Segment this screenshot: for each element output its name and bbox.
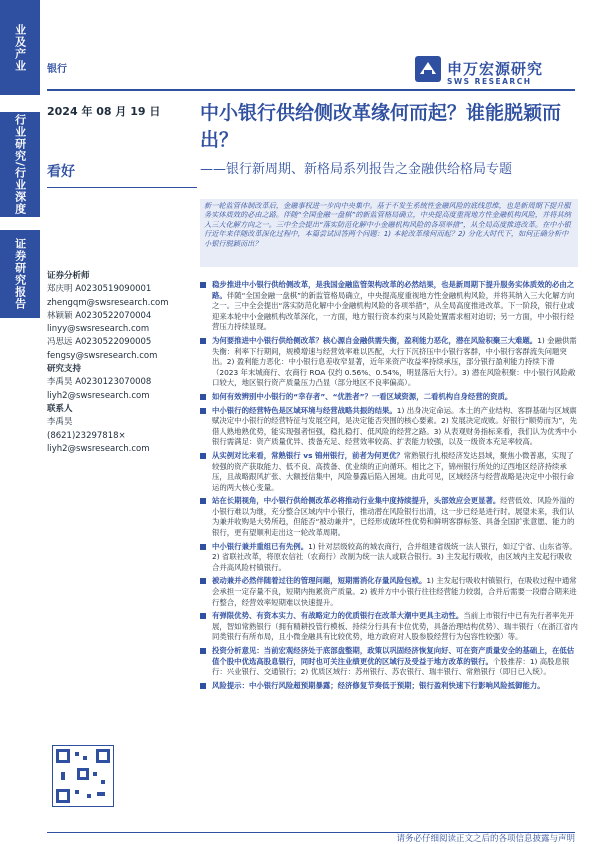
bullet-icon [200,544,206,550]
contact-line[interactable]: linyy@swsresearch.com [47,324,150,335]
contact-line: 郑庆明 A0230519090001 [47,284,152,295]
contact-line[interactable]: liyh2@swsresearch.com [47,390,150,401]
report-body [200,280,578,694]
contact-line[interactable]: fengsy@swsresearch.com [47,350,158,361]
bullet-icon [200,408,206,414]
summary-text: 新一轮监管体制改革后，金融事权进一步向中央集中。基于不发生系统性金融风险的底线思维，也是新周期下提升服务实体质效的必由之路。伴随“全国金融一盘棋”的新监管格局确立，中央提高度重视地方性金融机构风险，并将其纳入三大化解方向之一。三中全会提出“落实防范化解中小金融机构风险的各项举措”，从全局高度推进改革。在中小银行近年来伴随改革深化过程中，本篇尝试回答两个问题：1) 本轮改革缘何而起？2) 分化大时代下，如何正确分析中小银行脱颖而出？ [204,201,571,248]
sidebar-tag-research-type: 行业研究/行业深度 [0,112,40,217]
bullet-icon [200,648,206,654]
body-paragraph: 为何要推进中小银行供给侧改革？核心源自金融供需失衡，盈利能力恶化，潜在风险积聚三大难题。1) 金融供需失衡：利率下行期间，规模增速与经营效率难以匹配，大行下沉挤压中小银行客群，中小银行客群流失问题突出。2) 盈利能力恶化：中小银行息差收窄显著，近年来资产收益率持续承压，部分银行盈利能力持续下滑（2023 年末城商行、农商行 ROA 仅约 0.56%、0.54%，明显落后大行）。3) 潜在风险积聚：中小银行风险敞口较大，地区银行资产质量压力凸显（部分地区不良率偏高）。 [200,336,578,389]
contact-line: 林颖颖 A0230522070004 [47,310,152,321]
body-paragraph: 被动兼并必然伴随着过往的管理问题，短期需消化存量风险包袱。1) 主发起行吸收村镇银行，在吸收过程中通常会承担一定存量不良，短期内拖累资产质量。2) 被并方中小银行往往经营能力较弱，合并后需要一段磨合期来进行整合，经营效率短期难以快速提升。 [200,576,578,608]
body-paragraph: 稳步推进中小银行供给侧改革，是我国金融监管架构改革的必然结果，也是新周期下提升服务实体质效的必由之路。伴随“全国金融一盘棋”的新监管格局确立，中央提高度重视地方性金融机构风险，并将其纳入三大化解方向之一。三中全会提出“落实防范化解中小金融机构风险的各项举措”，从全局高度推进改革。下一阶段，银行业或迎来本轮中小金融机构改革深化，一方面，地方银行资本约束与风险处置需求相对迫切；另一方面，中小银行经营压力持续显现。 [200,280,578,333]
brand-name-cn: 申万宏源研究 [447,60,544,78]
contacts-panel [47,270,192,456]
body-paragraph: 中小银行的经营特色是区域环境与经营战略共振的结果。1) 出身决定命运。本土的产业结构、客群基础与区域禀赋决定中小银行的经营特征与发展空间，是决定能否突围的核心要素。2) 发展决定成败。好银行“顺势而为”，先借人熟地熟优势，能实现强者恒强，稳扎稳打、低风险的经营之路。3) 从表观财务指标来看，我们认为优秀中小银行需满足：资产质量优异、拨备充足、经营效率较高、扩表能力较强，以及一级资本充足率较高。 [200,406,578,448]
bullet-icon [200,282,206,288]
brand-logo-icon [415,56,441,82]
contact-line[interactable]: liyh2@swsresearch.com [47,443,150,454]
bullet-icon [200,613,206,619]
contact-line[interactable]: zhengqm@swsresearch.com [47,297,169,308]
report-date: 2024 年 08 月 19 日 [47,105,161,118]
header-rule [47,89,575,91]
body-paragraph: 有弹限优势、有资本实力、有战略定力的优质银行在改革大潮中更具主动性。当前上市银行中已有先行者率先开展，智如常熟银行（拥有精耕投管行模板、持续分行具有卡位优势，具备治理结构优势）、瑞丰银行（在浙江省内同类银行有所布局，且小微金融具有比较优势，地方政府对人股参股经营行为包容性较强）等。 [200,611,578,643]
body-paragraph: 从实例对比来看，常熟银行 vs 锦州银行，前者为何更优？常熟银行扎根经济发达县域，聚焦小微普惠，实现了较强的资产获取能力、低不良、高拨备、优业绩的正向循环。相比之下，锦州银行所处的辽西地区经济持续承压，且战略跟风扩张、大额授信集中，风险暴露后陷入困境。由此可见，区域经济与经营战略是决定中小银行命运的两大核心变量。 [200,451,578,493]
bullet-icon [200,453,206,459]
brand-logo [415,54,575,92]
support-heading: 研究支持 [47,364,82,375]
body-paragraph: 如何有效辨别中小银行的“幸存者”、“优胜者”？一看区域资源，二看机构自身经营的资质。 [200,392,578,403]
summary-box [200,199,578,267]
contact-heading: 联系人 [47,403,73,414]
sidebar-tag-report: 证券研究报告 [0,230,40,318]
analyst-heading: 证券分析师 [47,271,90,281]
bullet-icon [200,338,206,344]
contact-line: (8621)23297818× [47,430,126,441]
sidebar-tag-industry: 业及产业 [0,0,40,95]
report-subtitle: ——银行新周期、新格局系列报告之金融供给格局专题 [200,162,513,177]
body-paragraph: 站在长期视角，中小银行供给侧改革必将推动行业集中度持续提升，头部效应会更显著。经营低效、风险外溢的小银行难以为继，充分整合区域内中小银行，推动潜在风险银行出清，这一步已经是进行时。展望未来，我们认为兼并收购是大势所趋，但能否“被动兼并”，已经形成破坏性优势和鲜明客群标签、具备全国扩张意愿、能力的银行，更有望顺利走出这一轮改革周期。 [200,496,578,538]
left-sidebar [0,0,40,841]
rating: 看好 [47,164,75,180]
bullet-icon [200,578,206,584]
bullet-icon [200,683,206,689]
brand-name-en: SWS RESEARCH [447,77,532,86]
body-paragraph: 中小银行兼并重组已有先例。1) 针对层级较高的城农商行，合并组建省级统一法人银行，如辽宁省、山东省等。2) 省联社改革，将原农信社（农商行）改制为统一法人或联合银行。3) 主发起行吸收，由区域内主发起行吸收合并高风险村镇银行。 [200,542,578,574]
contact-line: 李禹昊 A0230123070008 [47,377,152,388]
report-title: 中小银行供给侧改革缘何而起？谁能脱颖而出？ [200,102,562,151]
bullet-icon [200,394,206,400]
bullet-icon [200,498,206,504]
footer-disclaimer: 请务必仔细阅读正文之后的各项信息披露与声明 [396,834,575,844]
qr-code-icon [52,745,114,807]
body-paragraph: 投资分析意见：当前宏观经济处于底部盘整期，政策以巩固经济恢复向好、可在资产质量安全的基础上，在低估值个股中优选高股息银行，同时也可关注业绩更优的区域行及受益于地方改革的银行。个股推荐：1) 高股息银行：兴业银行、交通银行；2) 优质区域行：苏州银行、苏农银行、瑞丰银行、常熟银行（即日已入统）。 [200,646,578,678]
rating-rule [47,187,197,188]
body-paragraph: 风险提示：中小银行风险超预期暴露；经济修复节奏低于预期；银行盈利快速下行影响风险抵御能力。 [200,681,578,692]
contact-line: 李禹昊 [47,417,73,428]
industry-tag: 银行 [47,64,67,75]
contact-line: 冯思远 A0230522090005 [47,337,152,348]
